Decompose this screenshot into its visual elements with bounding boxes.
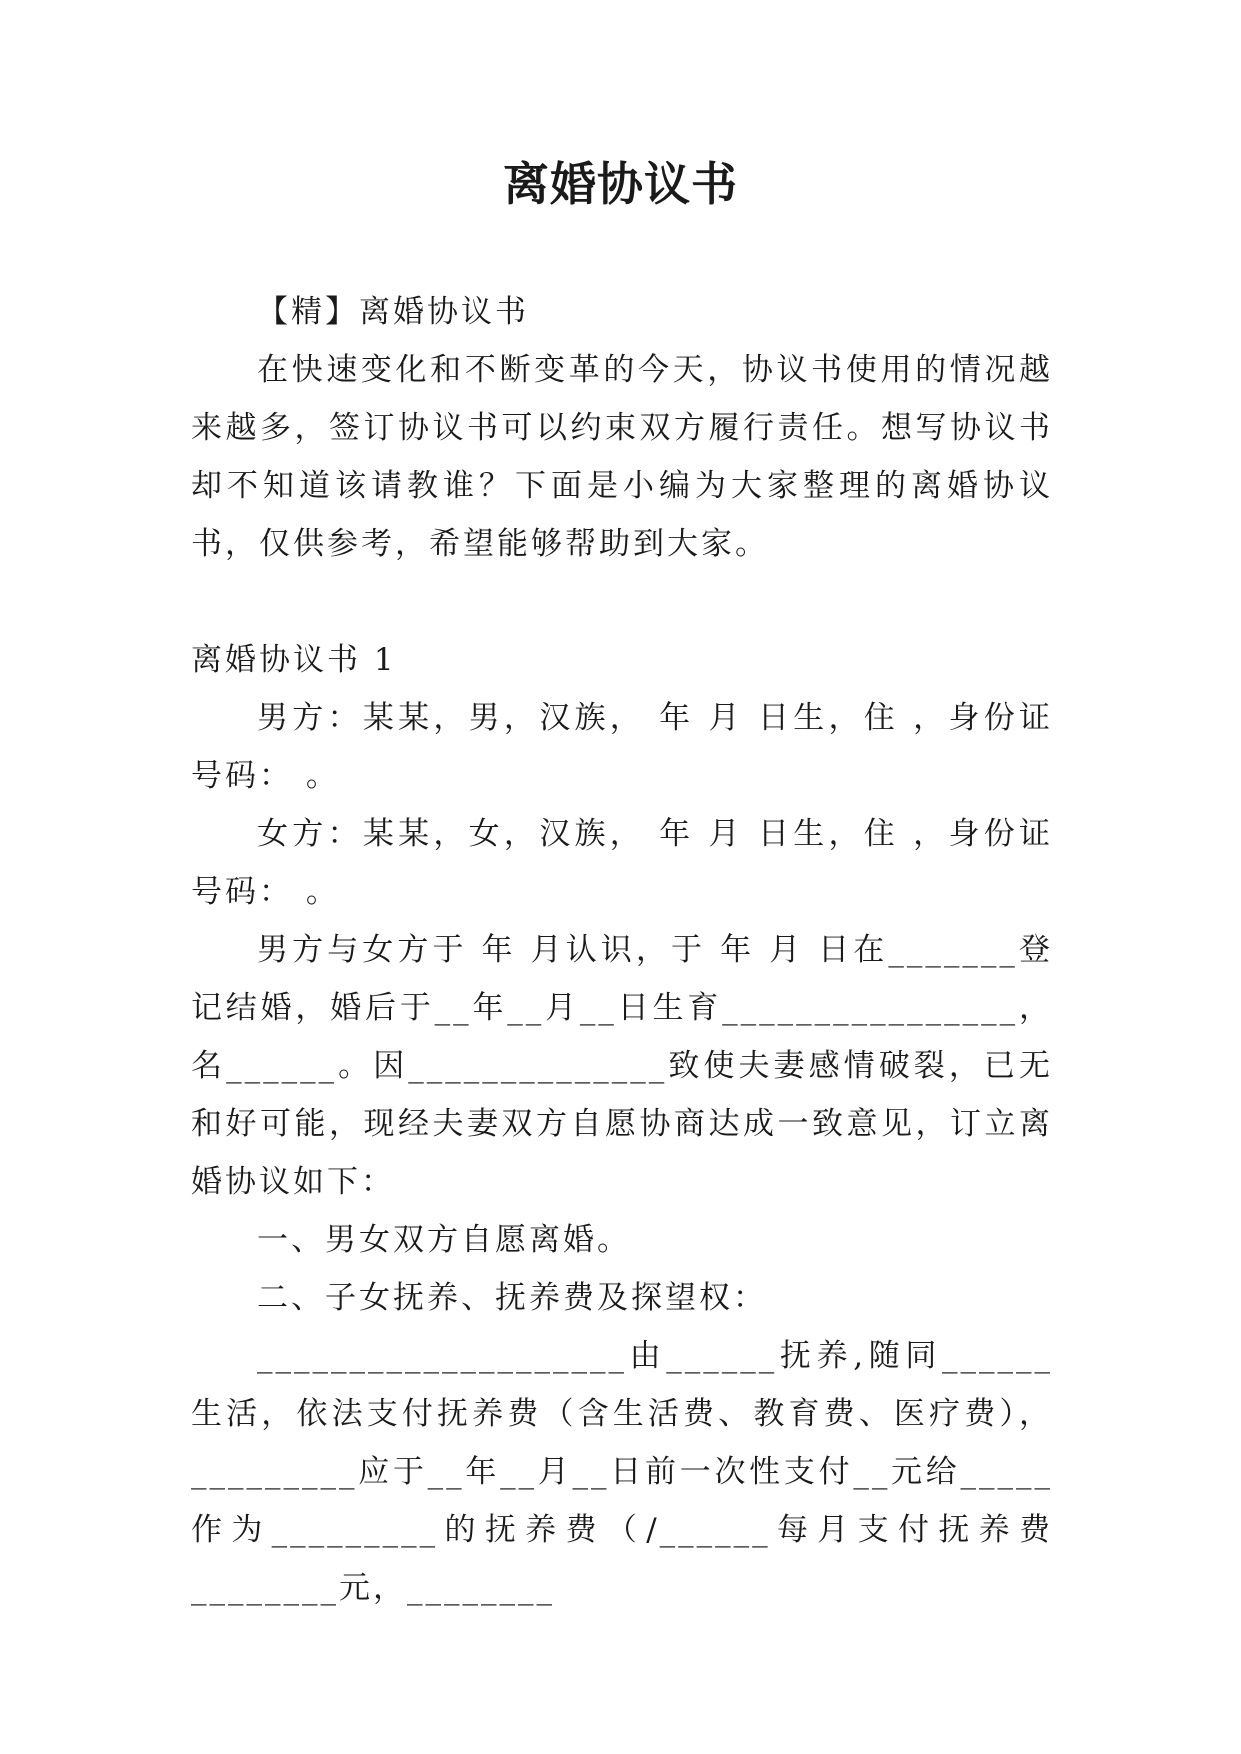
clause-1: 一、男女双方自愿离婚。 xyxy=(257,1222,631,1258)
wife-info: 女方：某某，女，汉族， 年 月 日生，住 ，身份证号码： 。 xyxy=(191,816,1053,910)
document-body xyxy=(191,283,1053,1617)
marriage-background: 男方与女方于 年 月认识，于 年 月 日在_______登记结婚，婚后于__年__月__日生育________________，名______。因______________致使夫妻感情破裂，已无和好可能，现经夫妻双方自愿协商达成一致意见，订立离婚协议如下： xyxy=(191,932,1053,1200)
document-title: 离婚协议书 xyxy=(503,157,738,211)
intro-heading: 【精】离婚协议书 xyxy=(257,294,529,330)
clause-2-heading: 二、子女抚养、抚养费及探望权： xyxy=(257,1280,767,1316)
clause-2-content: ____________________由______抚养,随同______生活，依法支付抚养费（含生活费、教育费、医疗费），_________应于__年__月__日前一次性支付__元给_____作为_________的抚养费（/______每月支付抚养费________元，________ xyxy=(191,1338,1053,1606)
section-heading: 离婚协议书 1 xyxy=(191,642,397,678)
intro-paragraph: 在快速变化和不断变革的今天，协议书使用的情况越来越多，签订协议书可以约束双方履行责任。想写协议书却不知道该请教谁？下面是小编为大家整理的离婚协议书，仅供参考，希望能够帮助到大家。 xyxy=(191,352,1053,562)
husband-info: 男方：某某，男，汉族， 年 月 日生，住 ，身份证号码： 。 xyxy=(191,700,1053,794)
